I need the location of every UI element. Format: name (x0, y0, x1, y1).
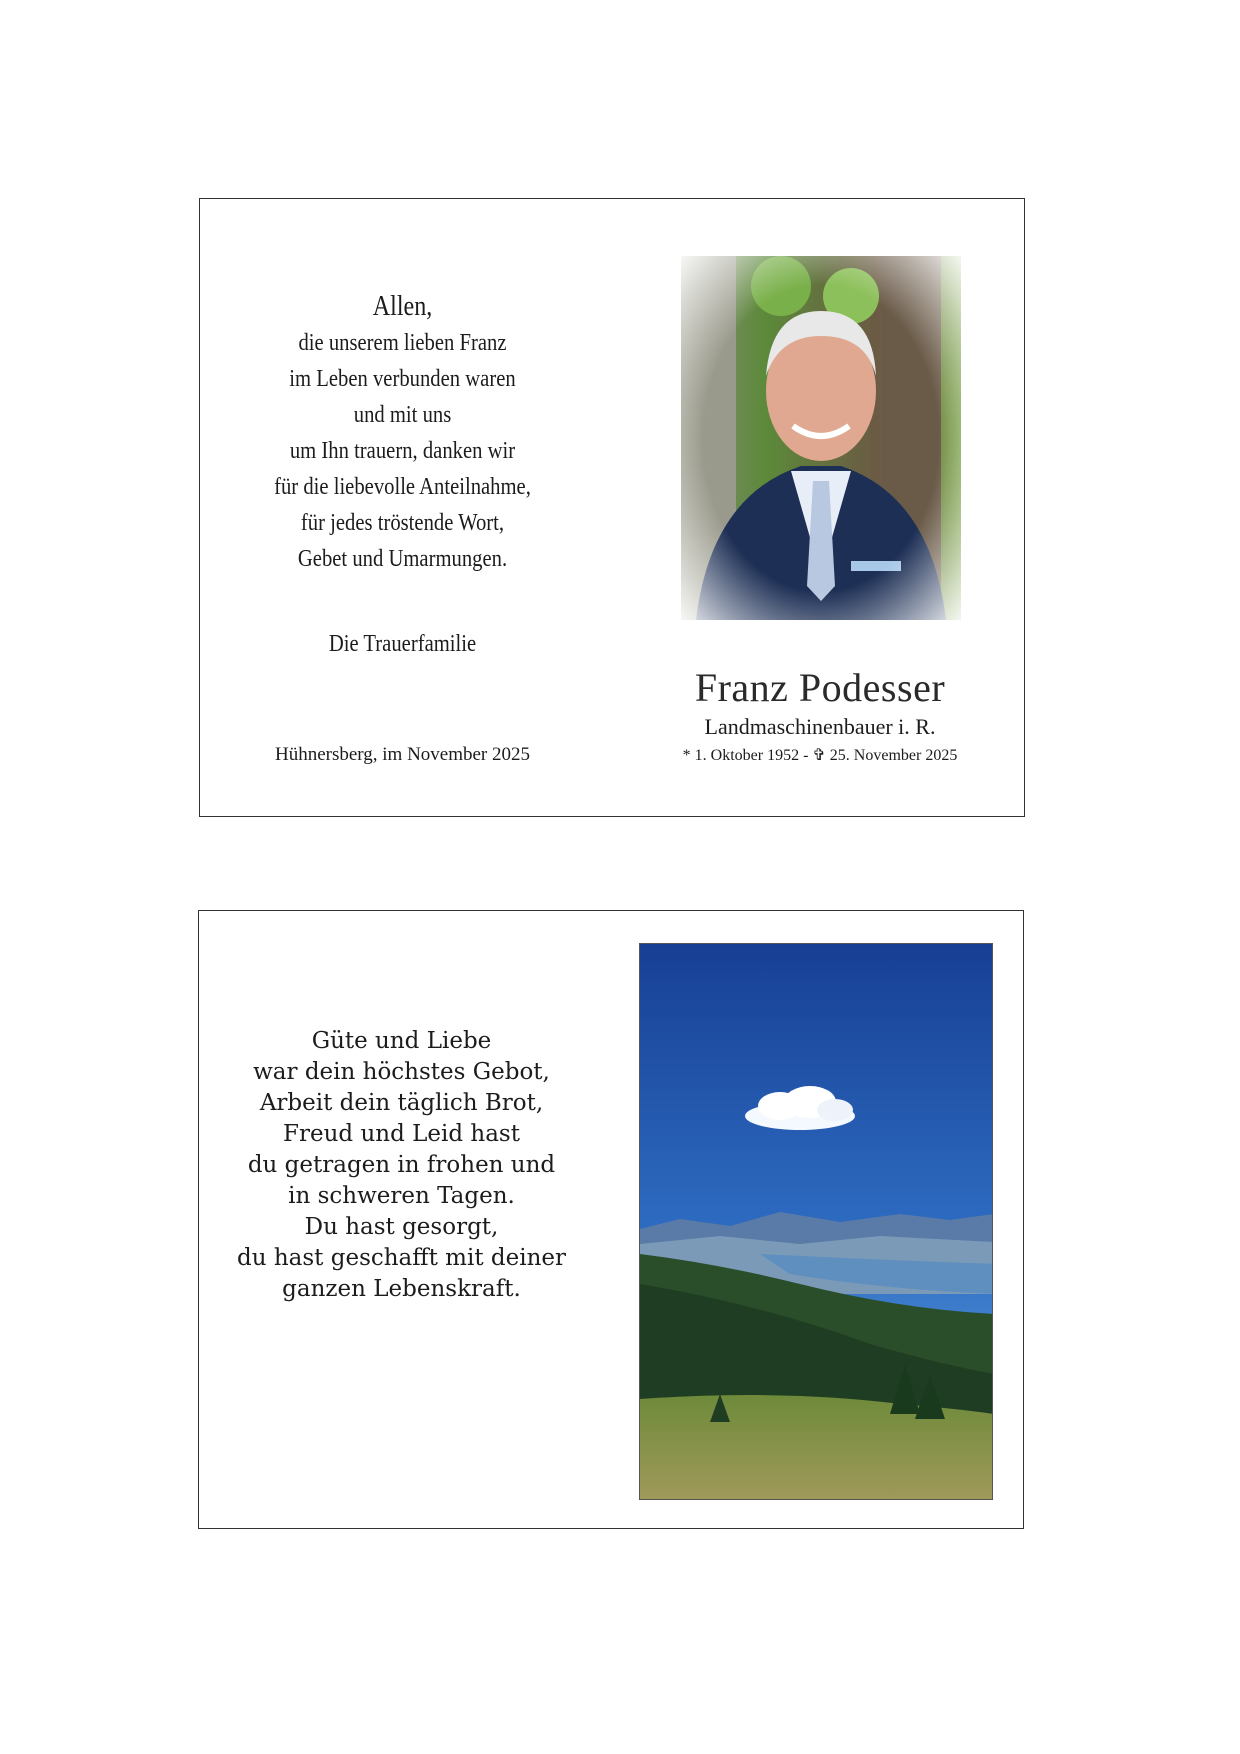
thanks-line: die unserem lieben Franz (298, 330, 507, 356)
poem-line: Freud und Leid hast (283, 1121, 520, 1147)
poem-card (198, 910, 1024, 1529)
thanks-line: Gebet und Umarmungen. (297, 546, 508, 572)
poem-line: du hast geschafft mit deiner (237, 1245, 566, 1271)
poem-text (229, 1026, 574, 1305)
thanks-card (199, 198, 1025, 817)
poem-line: ganzen Lebenskraft. (282, 1276, 521, 1302)
life-dates: * 1. Oktober 1952 - ✞ 25. November 2025 (682, 747, 958, 764)
portrait-photo (681, 256, 961, 620)
thanks-line: für jedes tröstende Wort, (300, 510, 505, 536)
poem-line: Arbeit dein täglich Brot, (259, 1090, 544, 1116)
thanks-line: für die liebevolle Anteilnahme, (274, 474, 531, 500)
poem-line: war dein höchstes Gebot, (253, 1059, 550, 1085)
thanks-text (263, 289, 543, 577)
thanks-line: um Ihn trauern, danken wir (289, 438, 516, 464)
poem-line: du getragen in frohen und (247, 1152, 556, 1178)
poem-line: Du hast gesorgt, (304, 1214, 499, 1240)
place-date: Hühnersberg, im November 2025 (274, 744, 531, 765)
thanks-line: Allen, (372, 291, 433, 322)
occupation: Landmaschinenbauer i. R. (704, 714, 936, 739)
poem-line: in schweren Tagen. (288, 1183, 515, 1209)
family-signature: Die Trauerfamilie (328, 631, 477, 657)
thanks-line: im Leben verbunden waren (289, 366, 516, 392)
landscape-photo (639, 943, 993, 1500)
thanks-line: und mit uns (353, 402, 452, 428)
deceased-name: Franz Podesser (694, 665, 946, 710)
poem-line: Güte und Liebe (311, 1028, 492, 1054)
